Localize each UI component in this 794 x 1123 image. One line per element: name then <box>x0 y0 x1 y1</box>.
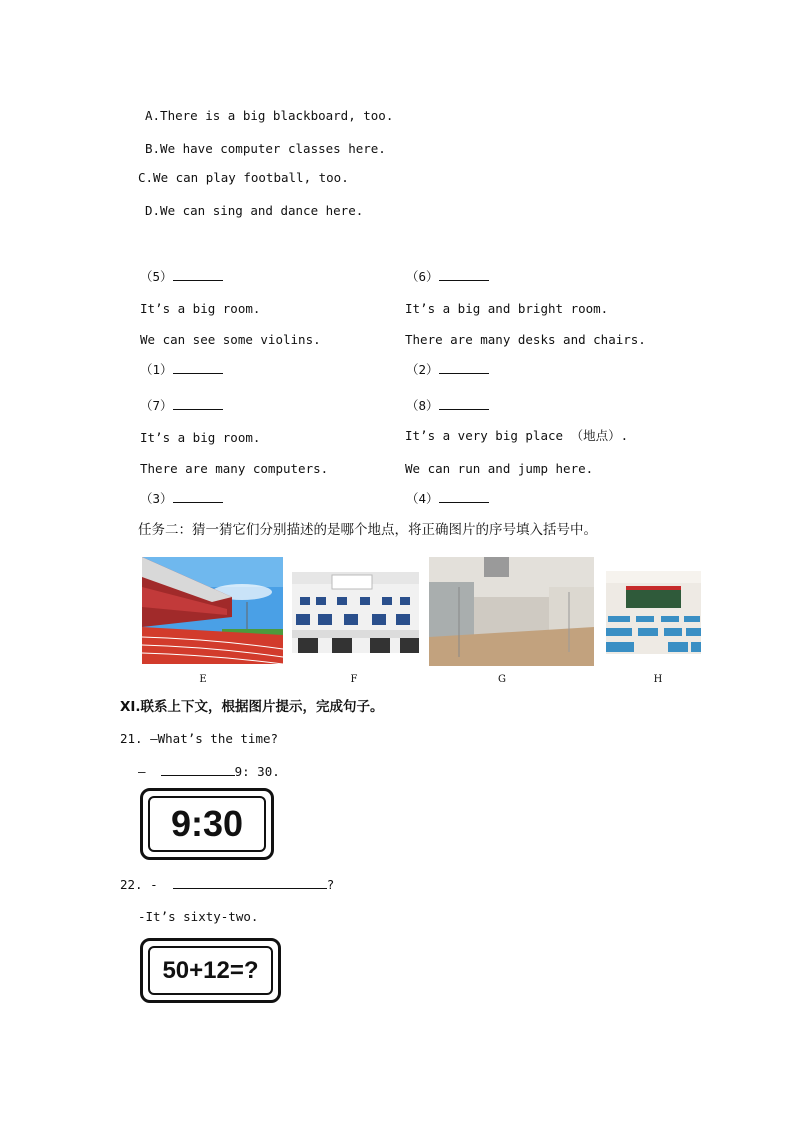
clock-time: 9:30 <box>148 796 266 852</box>
desc-line: It’s a big room. <box>140 301 261 316</box>
picture-label-e: E <box>199 674 207 685</box>
question-1: （1） <box>140 361 223 378</box>
math-expression: 50+12=? <box>148 946 273 995</box>
picture-label-f: F <box>350 674 358 685</box>
question-5: （5） <box>140 268 223 285</box>
question-3: （3） <box>140 490 223 507</box>
computer-room-picture <box>292 572 419 653</box>
question-22: 22. - ? <box>120 877 335 892</box>
question-8: （8） <box>406 397 489 414</box>
answer-blank[interactable] <box>161 763 235 776</box>
dance-room-picture <box>429 557 594 666</box>
desc-line: It’s a big and bright room. <box>405 301 609 316</box>
answer-blank[interactable] <box>173 876 327 889</box>
question-7: （7） <box>140 397 223 414</box>
question-6: （6） <box>406 268 489 285</box>
classroom-picture <box>606 571 701 654</box>
question-2: （2） <box>406 361 489 378</box>
task2-instruction: 任务二：猜一猜它们分别描述的是哪个地点，将正确图片的序号填入括号中。 <box>138 522 597 538</box>
clock-card <box>140 788 274 860</box>
answer-blank[interactable] <box>173 490 223 503</box>
option-d: D.We can sing and dance here. <box>145 203 364 218</box>
answer-blank[interactable] <box>439 397 489 410</box>
math-card <box>140 938 281 1003</box>
desc-line: It’s a big room. <box>140 430 261 445</box>
question-21: 21. —What’s the time? <box>120 731 279 746</box>
section-xi-heading: XI.联系上下文，根据图片提示，完成句子。 <box>120 699 384 715</box>
option-a: A.There is a big blackboard, too. <box>145 108 394 123</box>
picture-label-h: H <box>653 674 663 685</box>
option-c: C.We can play football, too. <box>138 170 349 185</box>
desc-line: We can run and jump here. <box>405 461 594 476</box>
answer-blank[interactable] <box>439 268 489 281</box>
desc-line: We can see some violins. <box>140 332 321 347</box>
desc-line: There are many computers. <box>140 461 329 476</box>
stadium-picture <box>142 557 283 664</box>
answer-blank[interactable] <box>439 490 489 503</box>
answer-21: — 9: 30. <box>138 764 280 779</box>
desc-line: It’s a very big place （地点）. <box>405 428 629 443</box>
answer-22: -It’s sixty-two. <box>138 909 259 924</box>
answer-blank[interactable] <box>439 361 489 374</box>
answer-blank[interactable] <box>173 397 223 410</box>
answer-blank[interactable] <box>173 361 223 374</box>
question-4: （4） <box>406 490 489 507</box>
desc-line: There are many desks and chairs. <box>405 332 646 347</box>
option-b: B.We have computer classes here. <box>145 141 386 156</box>
picture-label-g: G <box>498 674 506 685</box>
answer-blank[interactable] <box>173 268 223 281</box>
